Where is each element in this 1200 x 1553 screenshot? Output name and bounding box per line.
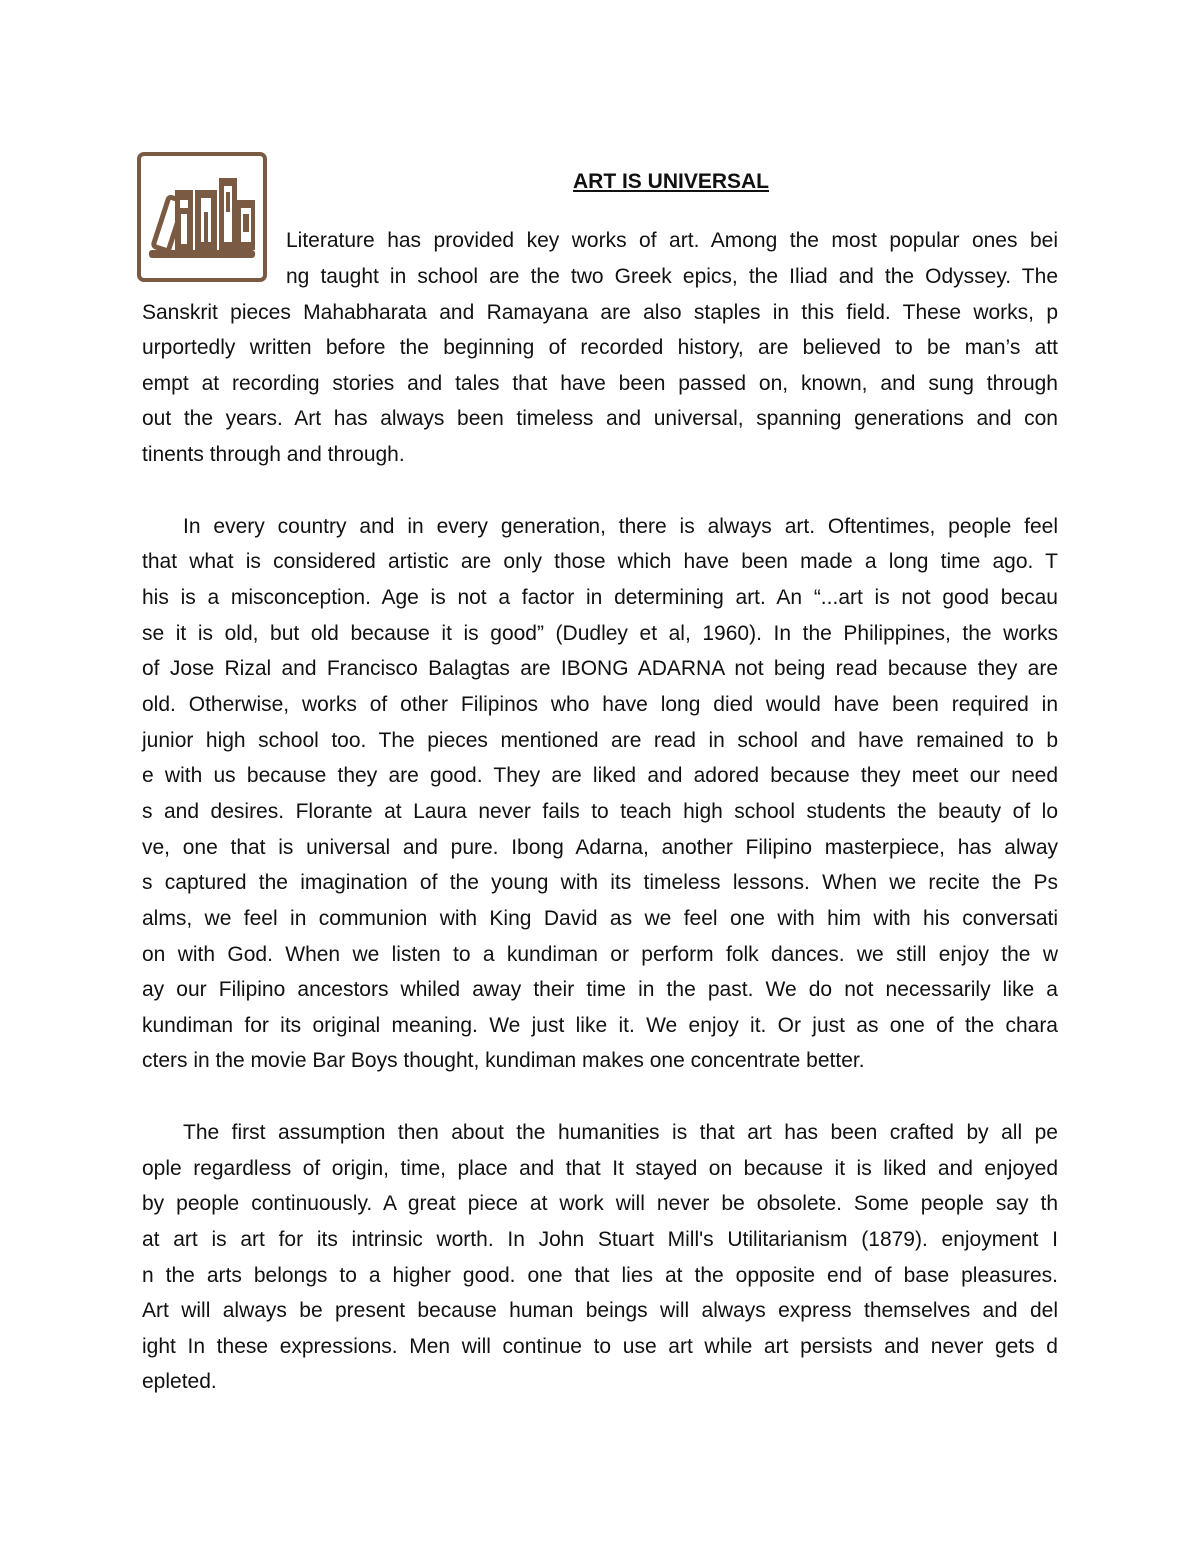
text-line: urportedly written before the beginning of recorded history, are believed to be man’s att bbox=[142, 336, 1058, 359]
text-line: ng taught in school are the two Greek epics, the Iliad and the Odyssey. The bbox=[286, 265, 1058, 288]
text-line: ight In these expressions. Men will continue to use art while art persists and never gets d bbox=[142, 1335, 1058, 1358]
text-line: out the years. Art has always been timeless and universal, spanning generations and con bbox=[142, 407, 1058, 430]
text-line: e with us because they are good. They are liked and adored because they meet our need bbox=[142, 764, 1058, 787]
text-line: s and desires. Florante at Laura never fails to teach high school students the beauty of lo bbox=[142, 800, 1058, 823]
text-line: The first assumption then about the humanities is that art has been crafted by all pe bbox=[183, 1121, 1058, 1144]
document-title: ART IS UNIVERSAL bbox=[572, 170, 769, 193]
text-line: tinents through and through. bbox=[142, 443, 405, 466]
text-line: Sanskrit pieces Mahabharata and Ramayana are also staples in this field. These works, p bbox=[142, 301, 1058, 324]
text-line: by people continuously. A great piece at work will never be obsolete. Some people say th bbox=[142, 1192, 1058, 1215]
text-line: of Jose Rizal and Francisco Balagtas are IBONG ADARNA not being read because they are bbox=[142, 657, 1058, 680]
text-line: alms, we feel in communion with King David as we feel one with him with his conversati bbox=[142, 907, 1058, 930]
text-line: ve, one that is universal and pure. Ibong Adarna, another Filipino masterpiece, has alway bbox=[142, 836, 1058, 859]
text-line: cters in the movie Bar Boys thought, kundiman makes one concentrate better. bbox=[142, 1049, 865, 1072]
text-line: kundiman for its original meaning. We just like it. We enjoy it. Or just as one of the chara bbox=[142, 1014, 1058, 1037]
text-line: Art will always be present because human beings will always express themselves and del bbox=[142, 1299, 1058, 1322]
text-line: ople regardless of origin, time, place and that It stayed on because it is liked and enjoyed bbox=[142, 1157, 1058, 1180]
text-line: In every country and in every generation, there is always art. Oftentimes, people feel bbox=[183, 515, 1058, 538]
text-line: n the arts belongs to a higher good. one that lies at the opposite end of base pleasures. bbox=[142, 1264, 1058, 1287]
text-line: that what is considered artistic are only those which have been made a long time ago. T bbox=[142, 550, 1058, 573]
text-line: Literature has provided key works of art. Among the most popular ones bei bbox=[286, 229, 1058, 252]
text-line: old. Otherwise, works of other Filipinos who have long died would have been required in bbox=[142, 693, 1058, 716]
text-line: se it is old, but old because it is good” (Dudley et al, 1960). In the Philippines, the works bbox=[142, 622, 1058, 645]
text-line: empt at recording stories and tales that have been passed on, known, and sung through bbox=[142, 372, 1058, 395]
text-line: ay our Filipino ancestors whiled away their time in the past. We do not necessarily like a bbox=[142, 978, 1058, 1001]
text-line: epleted. bbox=[142, 1370, 217, 1393]
text-line: s captured the imagination of the young with its timeless lessons. When we recite the Ps bbox=[142, 871, 1058, 894]
text-line: on with God. When we listen to a kundiman or perform folk dances. we still enjoy the w bbox=[142, 943, 1058, 966]
text-line: his is a misconception. Age is not a factor in determining art. An “...art is not good becau bbox=[142, 586, 1058, 609]
text-line: junior high school too. The pieces mentioned are read in school and have remained to b bbox=[142, 729, 1058, 752]
text-line: at art is art for its intrinsic worth. In John Stuart Mill's Utilitarianism (1879). enjoyment I bbox=[142, 1228, 1058, 1251]
